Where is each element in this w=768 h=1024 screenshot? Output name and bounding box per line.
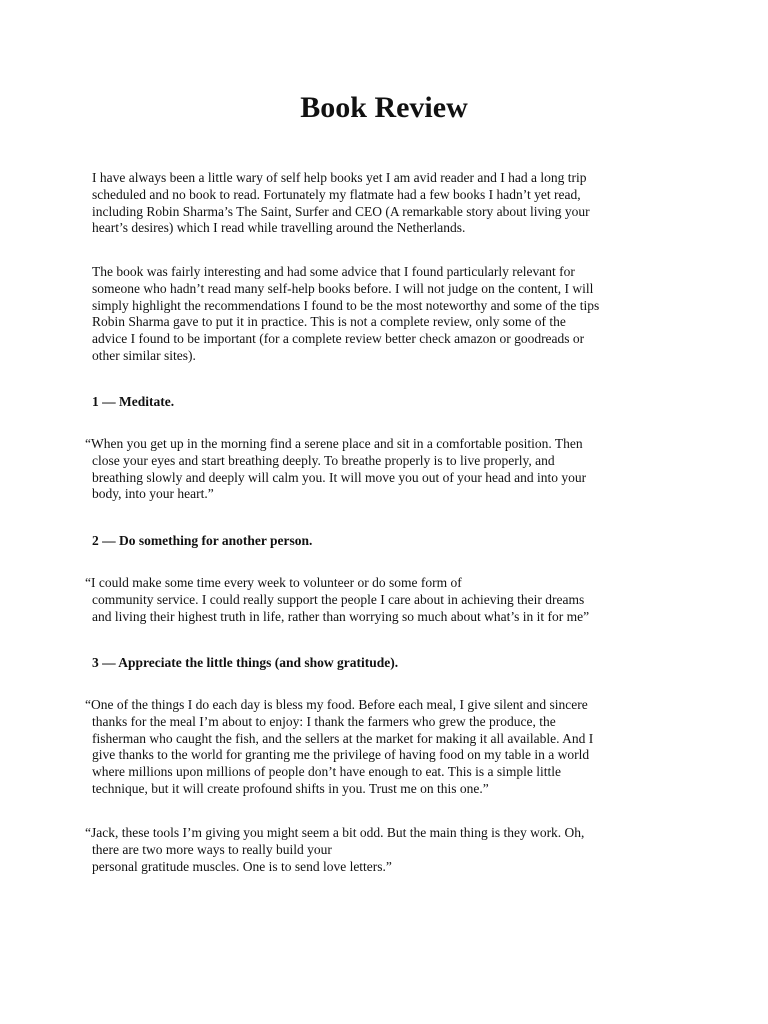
quote-line: and living their highest truth in life, rather than worrying so much about what’s in it for me”: [92, 608, 590, 624]
paragraph-line: The book was fairly interesting and had some advice that I found particularly relevant for: [92, 264, 575, 279]
section-heading-help-others: 2 — Do something for another person.: [92, 533, 313, 548]
quote-line: personal gratitude muscles. One is to send love letters.”: [92, 858, 392, 874]
quote-help-others: [85, 575, 695, 625]
quote-gratitude: [85, 697, 695, 798]
paragraph-line: simply highlight the recommendations I found to be the most noteworthy and some of the tips: [92, 297, 600, 313]
context-paragraph: [92, 264, 692, 365]
quote-line: community service. I could really support the people I care about in achieving their dreams: [92, 591, 585, 607]
paragraph-line: scheduled and no book to read. Fortunately my flatmate had a few books I hadn’t yet read,: [92, 186, 581, 202]
paragraph-line: other similar sites).: [92, 347, 196, 363]
quote-line: there are two more ways to really build your: [92, 841, 332, 857]
quote-line: fisherman who caught the fish, and the sellers at the market for making it all available. And I: [92, 730, 594, 746]
page-title: Book Review: [300, 91, 468, 124]
quote-line: breathing slowly and deeply will calm you. It will move you out of your head and into your: [92, 469, 587, 485]
quote-line: “When you get up in the morning find a serene place and sit in a comfortable position. Then: [85, 436, 583, 451]
quote-line: where millions upon millions of people don’t have enough to eat. This is a simple little: [92, 764, 561, 780]
section-heading-gratitude: 3 — Appreciate the little things (and show gratitude).: [92, 655, 399, 670]
paragraph-line: I have always been a little wary of self help books yet I am avid reader and I had a long trip: [92, 170, 587, 185]
section-heading-meditate: 1 — Meditate.: [92, 394, 175, 409]
quote-line: “I could make some time every week to volunteer or do some form of: [85, 575, 462, 590]
paragraph-line: someone who hadn’t read many self-help books before. I will not judge on the content, I will: [92, 280, 594, 296]
paragraph-line: heart’s desires) which I read while travelling around the Netherlands.: [92, 220, 466, 236]
quote-line: body, into your heart.”: [92, 486, 214, 502]
intro-paragraph: [92, 170, 692, 237]
quote-line: technique, but it will create profound shifts in you. Trust me on this one.”: [92, 780, 489, 796]
quote-meditate: [85, 436, 695, 503]
quote-line: “One of the things I do each day is bless my food. Before each meal, I give silent and sincere: [85, 697, 588, 712]
quote-line: close your eyes and start breathing deeply. To breathe properly is to live properly, and: [92, 452, 555, 468]
paragraph-line: Robin Sharma gave to put it in practice. This is not a complete review, only some of the: [92, 314, 566, 330]
quote-tools: [85, 825, 695, 875]
quote-line: “Jack, these tools I’m giving you might seem a bit odd. But the main thing is they work. Oh,: [85, 825, 585, 840]
paragraph-line: including Robin Sharma’s The Saint, Surfer and CEO (A remarkable story about living your: [92, 203, 590, 219]
quote-line: thanks for the meal I’m about to enjoy: I thank the farmers who grew the produce, the: [92, 713, 556, 729]
paragraph-line: advice I found to be important (for a complete review better check amazon or goodreads or: [92, 331, 585, 347]
quote-line: give thanks to the world for granting me the privilege of having food on my table in a world: [92, 747, 590, 763]
